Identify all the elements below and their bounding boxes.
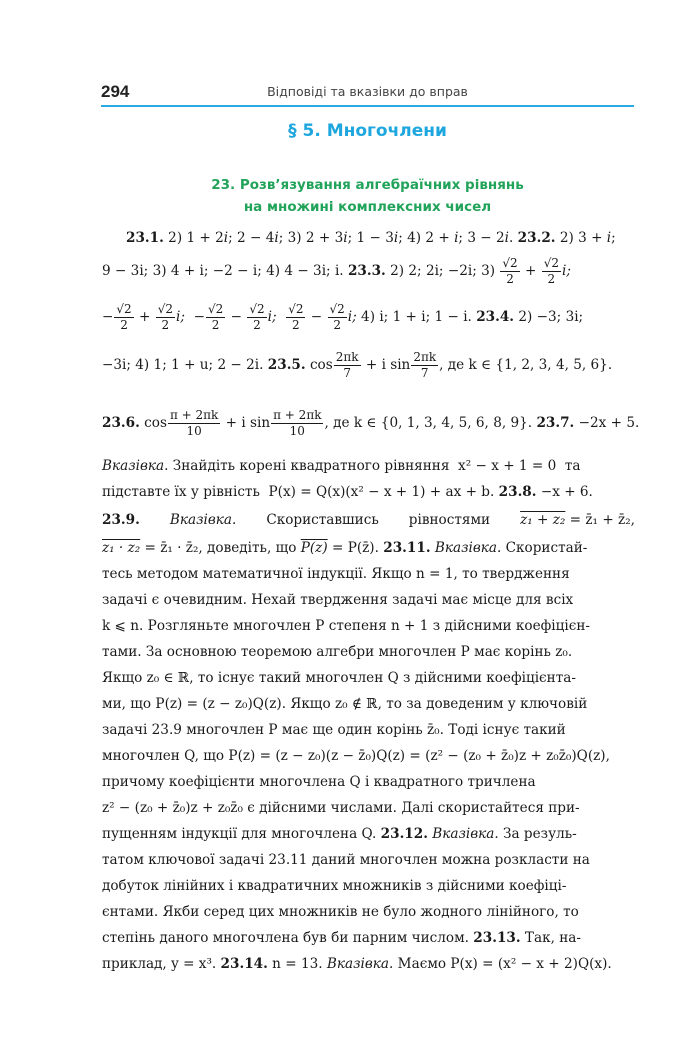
text-line: 23.6. cos $\frac{\pi + 2\pi k}{10}$ + i sin $\frac{\pi + 2\pi k}{10}$ , де k ∈ {0, 1, 3, 4, 5, 6, 8, 9}. 23.7. −2x + 5. <box>102 408 640 438</box>
text-line: z² − (z₀ + z̄₀)z + z₀z̄₀ є дійсними числами. Далі скористайтеся при- <box>102 800 580 816</box>
subsection-title <box>101 174 634 218</box>
page-header <box>101 82 634 106</box>
text-line: 9 − 3i; 3) 4 + i; −2 − i; 4) 4 − 3i; i. 23.3. 2) 2; 2i; −2i; 3) $\frac{√2}{2}$ + $\frac{√2}{2}$ i; <box>102 256 571 286</box>
text-line: задачі 23.9 многочлен P має ще один корінь z̄₀. Тоді існує такий <box>102 722 566 738</box>
subsection-title-line-2: на множині комплексних чисел <box>243 199 492 215</box>
text-line: приклад, y = x³. 23.14. n = 13. Вказівка. Маємо P(x) = (x² − x + 2)Q(x). <box>102 956 612 972</box>
text-line: добуток лінійних і квадратичних множників з дійсними коефіці- <box>102 878 567 894</box>
text-line: 23.9. Вказівка. Скориставшись рівностями z₁ + z₂ = z̄₁ + z̄₂, <box>102 512 635 528</box>
page-number: 294 <box>101 82 130 101</box>
section-title: § 5. Многочлени <box>288 121 447 141</box>
text-line: задачі є очевидним. Нехай твердження задачі має місце для всіх <box>102 592 574 608</box>
text-line: 23.1. 2) 1 + 2i; 2 − 4i; 3) 2 + 3i; 1 − 3i; 4) 2 + i; 3 − 2i. 23.2. 2) 3 + i; <box>126 230 616 246</box>
text-line: татом ключової задачі 23.11 даний многочлен можна розкласти на <box>102 852 590 868</box>
header-rule <box>101 105 634 107</box>
text-line: ми, що P(z) = (z − z₀)Q(z). Якщо z₀ ∉ ℝ, то за доведеним у ключовій <box>102 696 588 712</box>
running-title: Відповіді та вказівки до вправ <box>267 84 468 99</box>
text-line: Вказівка. Знайдіть корені квадратного рівняння x² − x + 1 = 0 та <box>102 458 581 474</box>
text-line: многочлен Q, що P(z) = (z − z₀)(z − z̄₀)Q(z) = (z² − (z₀ + z̄₀)z + z₀z̄₀)Q(z), <box>102 748 610 764</box>
text-line: z₁ · z₂ = z̄₁ · z̄₂, доведіть, що P(z) = P(z̄). 23.11. Вказівка. Скористай- <box>102 540 588 556</box>
text-line: Якщо z₀ ∈ ℝ, то існує такий многочлен Q з дійсними коефіцієнта- <box>102 670 576 686</box>
text-line: підставте їх у рівність P(x) = Q(x)(x² − x + 1) + ax + b. 23.8. −x + 6. <box>102 484 593 500</box>
subsection-title-line-1: 23. Розв’язування алгебраїчних рівнянь <box>211 177 524 193</box>
text-line: − $\frac{√2}{2}$ + $\frac{√2}{2}$ i; − $\frac{√2}{2}$ − $\frac{√2}{2}$ i; $\frac{√2}{2}$ − $\frac{√2}{2}$ i; 4) i; 1 + i; 1 − i. 23.4. 2) −3; 3i; <box>102 302 584 332</box>
text-line: тами. За основною теоремою алгебри многочлен P має корінь z₀. <box>102 644 573 660</box>
text-line: єнтами. Якби серед цих множників не було жодного лінійного, то <box>102 904 579 920</box>
text-line: тесь методом математичної індукції. Якщо n = 1, то твердження <box>102 566 570 582</box>
text-line: −3i; 4) 1; 1 + u; 2 − 2i. 23.5. cos $\frac{2\pi k}{7}$ + i sin $\frac{2\pi k}{7}$ , де k ∈ {1, 2, 3, 4, 5, 6}. <box>102 350 613 380</box>
text-line: пущенням індукції для многочлена Q. 23.12. Вказівка. За резуль- <box>102 826 577 842</box>
text-line: причому коефіцієнти многочлена Q і квадратного тричлена <box>102 774 536 790</box>
text-line: k ⩽ n. Розгляньте многочлен P степеня n + 1 з дійсними коефіцієн- <box>102 618 591 634</box>
text-line: степінь даного многочлена був би парним числом. 23.13. Так, на- <box>102 930 581 946</box>
